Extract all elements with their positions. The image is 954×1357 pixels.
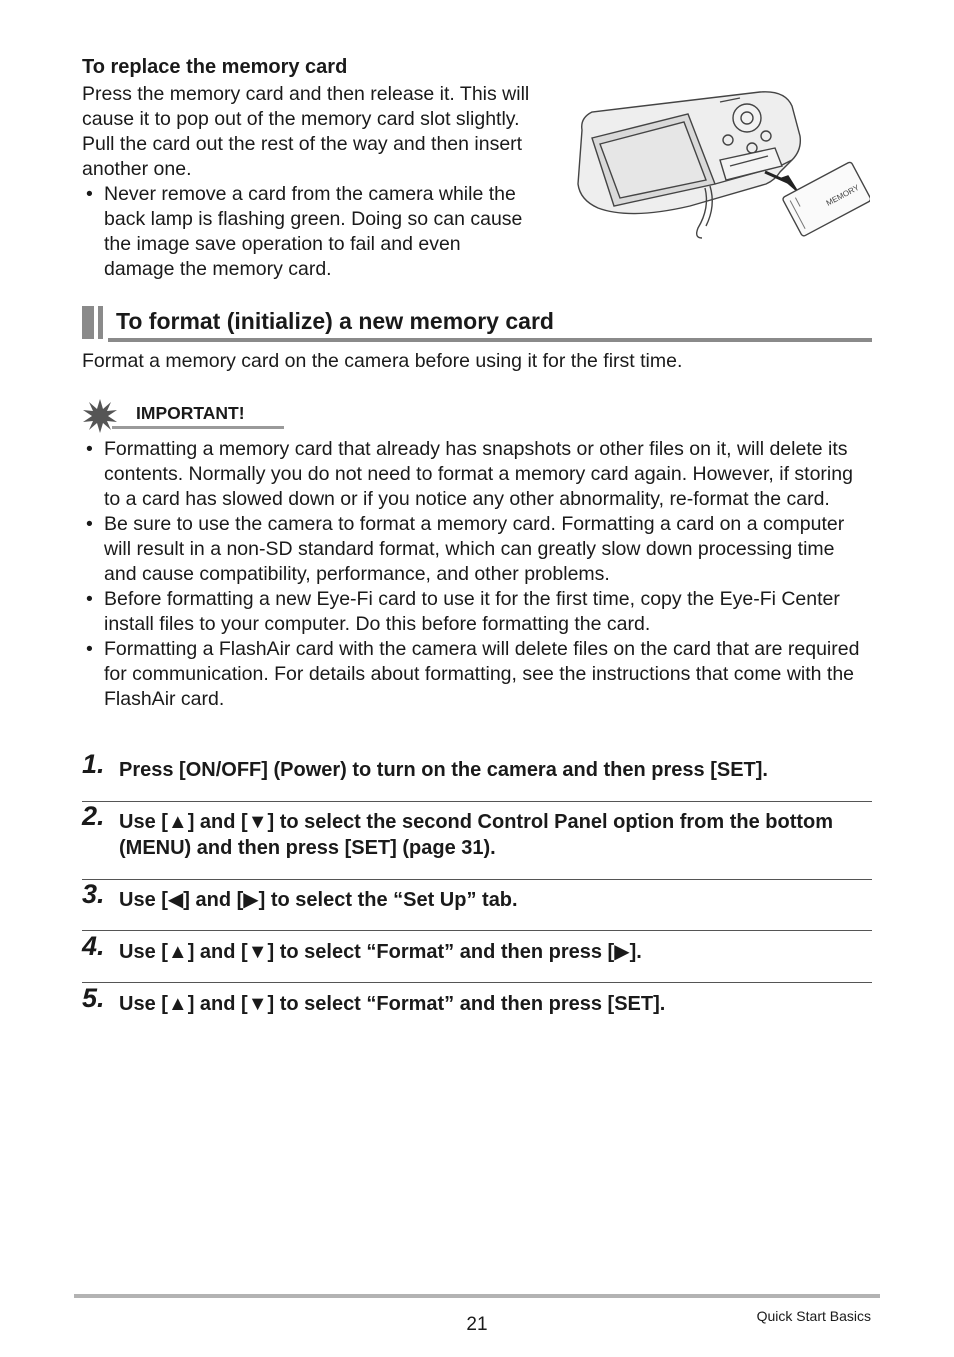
list-item: • Formatting a memory card that already has snapshots or other files on it, will delete its contents. Normally you do not need to format a memory card again. However, if storing to a card has slowed down or if you notice any other abnormality, re-format the card. (86, 438, 853, 510)
format-intro: Format a memory card on the camera before using it for the first time. (82, 350, 683, 372)
step-number: 5. (82, 983, 105, 1013)
list-item: • Never remove a card from the camera while the back lamp is flashing green. Doing so can cause the image save operation to fail and even damage the memory card. (86, 183, 523, 280)
important-item-text: Be sure to use the camera to format a memory card. Formatting a card on a computer will result in a non-SD standard format, which can greatly slow down processing time and cause compatibility, performance, and other problems. (104, 513, 845, 585)
step-3 (82, 879, 872, 917)
list-item: • Before formatting a new Eye-Fi card to use it for the first time, copy the Eye-Fi Center install files to your computer. Do this before formatting the card. (86, 588, 840, 635)
list-item: • Be sure to use the camera to format a memory card. Formatting a card on a computer will result in a non-SD standard format, which can greatly slow down processing time and cause compatibility, performance, and other problems. (86, 513, 845, 585)
step-number: 3. (82, 879, 105, 909)
card-label: MEMORY (824, 182, 861, 208)
step-number: 4. (82, 931, 105, 961)
section-name: Quick Start Basics (756, 1308, 871, 1324)
step-text: Use [▲] and [▼] to select “Format” and then press [▶]. (119, 941, 642, 963)
footer-divider (74, 1294, 880, 1298)
step-divider (82, 879, 872, 880)
step-number: 1. (82, 749, 105, 779)
page-number: 21 (466, 1314, 488, 1335)
step-4 (82, 931, 872, 969)
important-list (82, 437, 872, 712)
step-text: Press [ON/OFF] (Power) to turn on the camera and then press [SET]. (119, 759, 768, 781)
step-number: 2. (82, 801, 105, 831)
step-5 (82, 983, 872, 1021)
step-divider (82, 982, 872, 983)
note-text: Never remove a card from the camera while the back lamp is flashing green. Doing so can cause the image save operation to fail and even damage the memory card. (104, 183, 523, 280)
step-text: Use [▲] and [▼] to select the second Control Panel option from the bottom (MENU) and then press [SET] (page 31). (119, 811, 834, 859)
list-item: • Formatting a FlashAir card with the camera will delete files on the card that are required for communication. For details about formatting, see the instructions that come with the FlashAir card. (86, 638, 860, 710)
step-2 (82, 801, 872, 865)
step-divider (82, 801, 872, 802)
important-item-text: Before formatting a new Eye-Fi card to use it for the first time, copy the Eye-Fi Center install files to your computer. Do this before formatting the card. (104, 588, 840, 635)
format-heading-text: To format (initialize) a new memory card (116, 308, 554, 334)
step-text: Use [◀] and [▶] to select the “Set Up” tab. (119, 889, 518, 911)
step-divider (82, 930, 872, 931)
step-1 (82, 749, 872, 787)
important-text: IMPORTANT! (136, 403, 245, 423)
important-label (82, 398, 302, 434)
camera-card-illustration (570, 88, 870, 248)
replace-card-notes (82, 182, 534, 282)
important-item-text: Formatting a FlashAir card with the camera will delete files on the card that are required for communication. For details about formatting, see the instructions that come with the FlashAir card. (104, 638, 860, 710)
format-section-heading (82, 302, 872, 342)
step-text: Use [▲] and [▼] to select “Format” and then press [SET]. (119, 993, 666, 1015)
replace-card-body: Press the memory card and then release it. This will cause it to pop out of the memory card slot slightly. Pull the card out the rest of the way and then insert another one. (82, 83, 530, 180)
replace-card-title: To replace the memory card (82, 56, 348, 78)
important-item-text: Formatting a memory card that already has snapshots or other files on it, will delete its contents. Normally you do not need to format a memory card again. However, if storing to a card has slowed down or if you notice any other abnormality, re-format the card. (104, 438, 853, 510)
